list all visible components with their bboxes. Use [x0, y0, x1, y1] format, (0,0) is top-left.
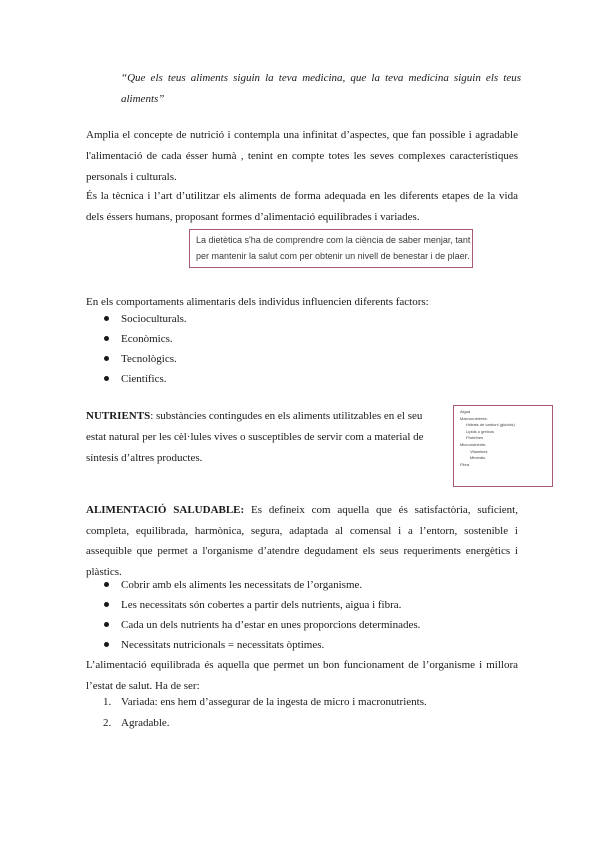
bullet-icon [104, 356, 109, 361]
nutrients-scheme-box [453, 405, 553, 487]
scheme-line: Minerals [470, 455, 486, 461]
intro-paragraph: Amplia el concepte de nutrició i contempla una infinitat d’aspectes, que fan possible i agradable l'alimentació de cada ésser humà , tenint en compte totes les seves complexes característiques personals i culturals. [86, 129, 518, 183]
bullet-icon [104, 316, 109, 321]
callout-line-2: per mantenir la salut com per obtenir un nivell de benestar i de plaer. [196, 251, 470, 261]
list-item [86, 575, 518, 595]
list-item [86, 713, 518, 734]
nutrients-label: NUTRIENTS [86, 410, 151, 422]
scheme-line: Hidrats de carboni (glúcids) [466, 422, 515, 428]
factors-intro: En els comportaments alimentaris dels individus influencien diferents factors: [86, 296, 429, 308]
list-item [86, 309, 518, 329]
ha-de-ser-list [86, 692, 518, 734]
scheme-line: Proteïnes [466, 435, 484, 441]
bullet-icon [104, 602, 109, 607]
list-item-text: Cobrir amb els aliments les necessitats de l’organisme. [121, 579, 363, 591]
nutrients-text: : substàncies contingudes en els aliments utilitzables en el seu estat natural per les cèl·lules vives o susceptibles de servir com a material de síntesis d’altres productes. [86, 410, 424, 464]
list-item-text: Cada un dels nutrients ha d’estar en unes proporcions determinades. [121, 619, 421, 631]
dietetica-callout-box [189, 229, 473, 268]
saludable-label: ALIMENTACIÓ SALUDABLE: [86, 504, 245, 516]
list-item-text: Necessitats nutricionals = necessitats òptimes. [121, 639, 325, 651]
tecnica-paragraph: És la tècnica i l’art d’utilitzar els aliments de forma adequada en les diferents etapes de la vida dels éssers humans, proposant formes d’alimentació equilibrades i variades. [86, 190, 518, 223]
bullet-icon [104, 642, 109, 647]
bullet-icon [104, 582, 109, 587]
list-item [86, 349, 518, 369]
list-item [86, 635, 518, 655]
bullet-icon [104, 622, 109, 627]
factors-list [86, 309, 518, 389]
list-item-text: Socioculturals. [121, 313, 187, 325]
scheme-line: Lípids o greixos [466, 428, 495, 434]
list-item [86, 369, 518, 389]
list-item-text: Tecnològics. [121, 353, 177, 365]
bullet-icon [104, 336, 109, 341]
alimentacio-equilibrada-paragraph: L’alimentació equilibrada és aquella que permet un bon funcionament de l’organisme i millora l’estat de salut. Ha de ser: [86, 659, 518, 692]
list-number: 1. [103, 696, 112, 708]
alimentacio-saludable-paragraph [86, 500, 518, 582]
list-number: 2. [103, 717, 112, 729]
epigraph-quote: “Que els teus aliments siguin la teva medicina, que la teva medicina siguin els teus aliments” [121, 72, 521, 105]
bullet-icon [104, 376, 109, 381]
list-item-text: Variada: ens hem d’assegurar de la ingesta de micro i macronutrients. [121, 696, 427, 708]
list-item-text: Científics. [121, 373, 167, 385]
scheme-line: Micronutrients: [460, 441, 487, 447]
list-item [86, 692, 518, 713]
list-item-text: Econòmics. [121, 333, 173, 345]
nutrients-paragraph [86, 406, 442, 469]
scheme-line: Macronutrients: [460, 415, 488, 421]
list-item-text: Agradable. [121, 717, 170, 729]
list-item [86, 595, 518, 615]
saludable-text: Es defineix com aquella que és satisfactòria, suficient, completa, equilibrada, harmònica, segura, adaptada al comensal i a l’entorn, sostenible i assequible que permet a l'organisme d’atendre degudament els seus requeriments energètics i plàstics. [86, 504, 518, 578]
scheme-line: Vitamines [470, 448, 488, 454]
callout-line-1: La dietètica s'ha de comprendre com la ciència de saber menjar, tant [196, 235, 471, 245]
scheme-line: Aigua [460, 409, 471, 414]
list-item [86, 329, 518, 349]
list-item-text: Les necessitats són cobertes a partir dels nutrients, aigua i fibra. [121, 599, 402, 611]
scheme-line: Fibra [460, 461, 470, 467]
saludable-points-list [86, 575, 518, 655]
list-item [86, 615, 518, 635]
